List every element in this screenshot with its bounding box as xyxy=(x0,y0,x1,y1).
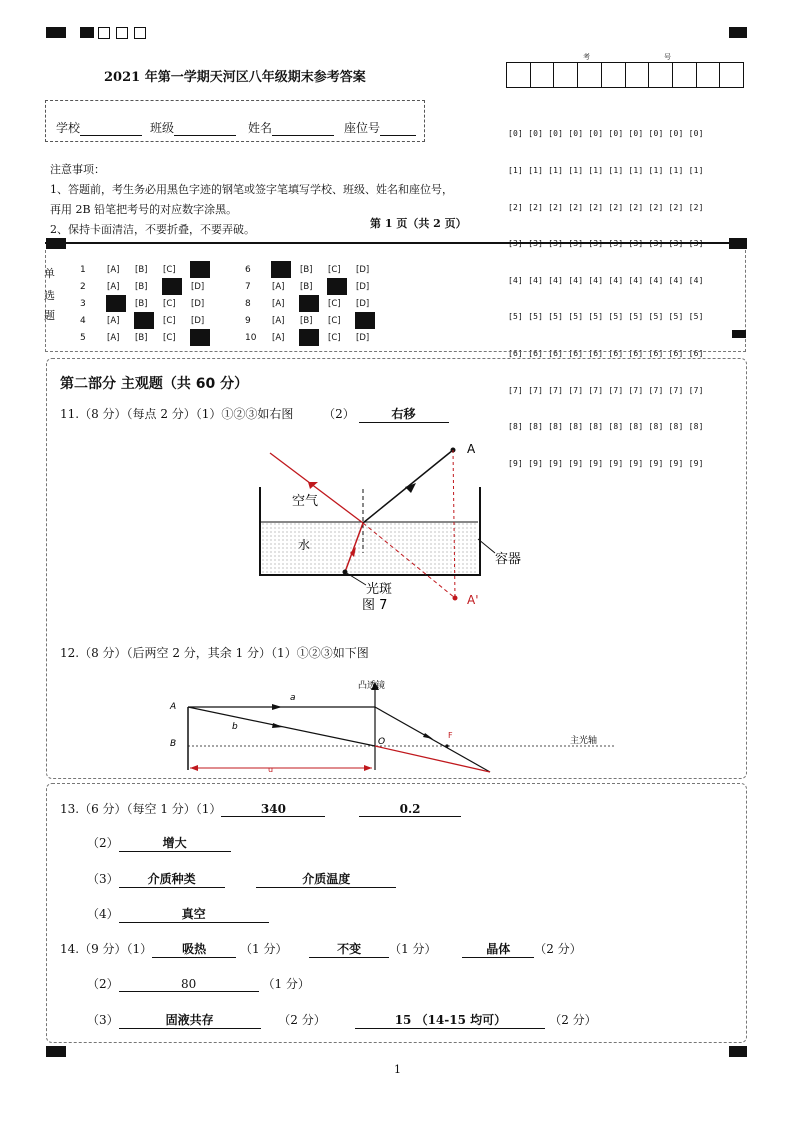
q14-answer-6: 15 （14-15 均可） xyxy=(355,1011,545,1029)
mc-filled-bubble-q10-B[interactable] xyxy=(299,329,319,346)
q14-score-4: （1 分） xyxy=(262,977,310,991)
label-A-prime: A' xyxy=(467,593,479,607)
question-14-line-2 xyxy=(87,975,310,992)
label-axis: 主光轴 xyxy=(570,736,598,746)
mc-option-q9-B[interactable]: [B] xyxy=(300,316,313,326)
q14-answer-3: 晶体 xyxy=(462,940,534,958)
mc-option-q9-C[interactable]: [C] xyxy=(328,316,341,326)
mc-filled-bubble-q6-A[interactable] xyxy=(271,261,291,278)
mc-question-number: 9 xyxy=(245,316,251,326)
q11-answer-2: 右移 xyxy=(359,405,449,423)
mc-option-q5-A[interactable]: [A] xyxy=(107,333,120,343)
q13-answer-6: 真空 xyxy=(119,905,269,923)
q14-prefix: 14.（9 分）（1） xyxy=(60,942,153,956)
question-12 xyxy=(60,644,369,661)
mc-question-number: 5 xyxy=(80,333,86,343)
q13-answer-2: 0.2 xyxy=(359,802,461,817)
q14-part2-label: （2） xyxy=(87,977,119,991)
mc-option-q8-D[interactable]: [D] xyxy=(356,299,370,309)
student-info-box xyxy=(45,100,425,142)
corner-mark-top-left xyxy=(46,27,66,38)
mc-filled-bubble-q3-A[interactable] xyxy=(106,295,126,312)
mc-filled-bubble-q4-B[interactable] xyxy=(134,312,154,329)
question-14-line-3 xyxy=(87,1011,597,1029)
mc-question-number: 7 xyxy=(245,282,251,292)
mc-option-q2-D[interactable]: [D] xyxy=(191,282,205,292)
mc-question-number: 2 xyxy=(80,282,86,292)
digit-row[interactable]: [7] [7] [7] [7] [7] [7] [7] [7] [7] [7] xyxy=(508,385,704,395)
mc-option-q5-C[interactable]: [C] xyxy=(163,333,176,343)
page-indicator: 第 1 页（共 2 页） xyxy=(370,217,467,230)
digit-row[interactable]: [6] [6] [6] [6] [6] [6] [6] [6] [6] [6] xyxy=(508,349,704,359)
label-a: a xyxy=(290,693,296,703)
q14-score-3: （2 分） xyxy=(534,942,582,956)
question-13-line-2 xyxy=(87,834,231,852)
label-water: 水 xyxy=(298,538,311,552)
mc-option-q6-B[interactable]: [B] xyxy=(300,265,313,275)
q14-score-5: （2 分） xyxy=(278,1013,326,1027)
mc-option-q10-C[interactable]: [C] xyxy=(328,333,341,343)
mc-option-q2-B[interactable]: [B] xyxy=(135,282,148,292)
corner-mark-bottom-left xyxy=(46,1046,66,1057)
instructions-heading: 注意事项： xyxy=(50,163,105,176)
mc-option-q9-A[interactable]: [A] xyxy=(272,316,285,326)
digit-row[interactable]: [8] [8] [8] [8] [8] [8] [8] [8] [8] [8] xyxy=(508,422,704,432)
label-b: b xyxy=(232,722,238,732)
class-field[interactable]: 班级 xyxy=(150,119,236,136)
section-label: 题 xyxy=(44,309,55,322)
mc-filled-bubble-q1-D[interactable] xyxy=(190,261,210,278)
exam-no-label: 号 xyxy=(664,53,671,61)
question-13-line-1 xyxy=(60,800,461,817)
digit-row[interactable]: [0] [0] [0] [0] [0] [0] [0] [0] [0] [0] xyxy=(508,129,704,139)
q13-answer-1: 340 xyxy=(221,802,325,817)
page-id-box xyxy=(116,27,128,39)
label-container: 容器 xyxy=(495,552,522,567)
mc-option-q1-C[interactable]: [C] xyxy=(163,265,176,275)
corner-mark xyxy=(46,238,66,249)
exam-number-grid[interactable] xyxy=(506,62,744,88)
mc-filled-bubble-q8-B[interactable] xyxy=(299,295,319,312)
q14-answer-5: 固液共存 xyxy=(119,1011,261,1029)
mc-option-q4-A[interactable]: [A] xyxy=(107,316,120,326)
arrow-icon xyxy=(364,765,372,771)
mc-option-q10-D[interactable]: [D] xyxy=(356,333,370,343)
mc-option-q7-B[interactable]: [B] xyxy=(300,282,313,292)
q11-part2-label: （2） xyxy=(323,407,355,421)
q14-answer-1: 吸热 xyxy=(152,940,236,958)
q14-score-2: （1 分） xyxy=(389,942,437,956)
label-light-spot: 光斑 xyxy=(366,582,393,597)
header-divider xyxy=(45,242,745,244)
mc-option-q7-D[interactable]: [D] xyxy=(356,282,370,292)
label-u: u xyxy=(268,765,274,774)
corner-mark xyxy=(729,238,747,249)
q14-part3-label: （3） xyxy=(87,1013,119,1027)
mc-question-number: 1 xyxy=(80,265,86,275)
instruction-line: 2、保持卡面清洁，不要折叠，不要弄破。 xyxy=(50,223,255,236)
mc-option-q7-A[interactable]: [A] xyxy=(272,282,285,292)
question-11 xyxy=(60,405,449,423)
mc-option-q10-A[interactable]: [A] xyxy=(272,333,285,343)
mc-question-number: 4 xyxy=(80,316,86,326)
mc-option-q8-A[interactable]: [A] xyxy=(272,299,285,309)
mc-option-q8-C[interactable]: [C] xyxy=(328,299,341,309)
page-id-box xyxy=(134,27,146,39)
ray-b-through-center xyxy=(375,746,490,772)
q13-part4-label: （4） xyxy=(87,907,119,921)
q14-score-6: （2 分） xyxy=(549,1013,597,1027)
label-F: F xyxy=(448,731,453,740)
mc-option-q2-A[interactable]: [A] xyxy=(107,282,120,292)
mc-filled-bubble-q7-C[interactable] xyxy=(327,278,347,295)
mc-option-q6-C[interactable]: [C] xyxy=(328,265,341,275)
section-label: 选 xyxy=(44,289,55,302)
instruction-line: 1、答题前，考生务必用黑色字迹的钢笔或签字笔填写学校、班级、姓名和座位号， xyxy=(50,183,453,196)
arrow-icon xyxy=(272,704,282,710)
mc-question-number: 10 xyxy=(245,333,257,343)
digit-row[interactable]: [2] [2] [2] [2] [2] [2] [2] [2] [2] [2] xyxy=(508,202,704,212)
digit-row[interactable]: [4] [4] [4] [4] [4] [4] [4] [4] [4] [4] xyxy=(508,275,704,285)
focus-point xyxy=(445,744,448,747)
question-14-line-1 xyxy=(60,940,582,958)
exam-no-label: 考 xyxy=(583,53,590,61)
mc-question-number: 3 xyxy=(80,299,86,309)
mc-option-q4-D[interactable]: [D] xyxy=(191,316,205,326)
q13-answer-3: 增大 xyxy=(119,834,231,852)
label-B: B xyxy=(170,739,177,749)
q14-answer-2: 不变 xyxy=(309,940,389,958)
label-A: A xyxy=(170,702,177,712)
name-field[interactable]: 姓名 xyxy=(248,119,334,136)
digit-row[interactable] xyxy=(508,238,704,250)
mc-option-q5-B[interactable]: [B] xyxy=(135,333,148,343)
exam-title: 2021 年第一学期天河区八年级期末参考答案 xyxy=(104,70,366,85)
arrow-icon xyxy=(423,733,433,739)
school-field[interactable]: 学校 xyxy=(56,119,142,136)
mc-option-q3-C[interactable]: [C] xyxy=(163,299,176,309)
figure-caption: 图 7 xyxy=(362,598,388,610)
mc-option-q1-A[interactable]: [A] xyxy=(107,265,120,275)
spot-pointer xyxy=(345,572,366,585)
digit-row[interactable]: [9] [9] [9] [9] [9] [9] [9] [9] [9] [9] xyxy=(508,458,704,468)
instruction-line: 再用 2B 铅笔把考号的对应数字涂黑。 xyxy=(50,203,238,216)
label-lens: 凸透镜 xyxy=(358,681,386,691)
mc-option-q6-D[interactable]: [D] xyxy=(356,265,370,275)
question-13-line-4 xyxy=(87,905,269,923)
q12-prefix: 12.（8 分）（后两空 2 分，其余 1 分）（1）①②③如下图 xyxy=(60,646,369,660)
q13-answer-5: 介质温度 xyxy=(256,870,396,888)
mc-filled-bubble-q2-C[interactable] xyxy=(162,278,182,295)
digit-row[interactable]: [1] [1] [1] [1] [1] [1] [1] [1] [1] [1] xyxy=(508,166,704,176)
mc-option-q4-C[interactable]: [C] xyxy=(163,316,176,326)
page-number: 1 xyxy=(394,1063,401,1076)
mc-filled-bubble-q9-D[interactable] xyxy=(355,312,375,329)
corner-mark-top-right xyxy=(729,27,747,38)
corner-mark xyxy=(732,330,746,338)
q13-prefix: 13.（6 分）（每空 1 分）（1） xyxy=(60,802,222,816)
label-O: O xyxy=(378,737,386,747)
arrow-icon xyxy=(272,723,283,728)
reflected-ray xyxy=(270,453,363,523)
q14-answer-4: 80 xyxy=(119,977,259,992)
mc-option-q3-D[interactable]: [D] xyxy=(191,299,205,309)
q11-prefix: 11.（8 分）（每点 2 分）（1）①②③如右图 xyxy=(60,407,294,421)
mc-question-number: 6 xyxy=(245,265,251,275)
page-id-box xyxy=(98,27,110,39)
mc-question-number: 8 xyxy=(245,299,251,309)
mc-filled-bubble-q5-D[interactable] xyxy=(190,329,210,346)
q14-score-1: （1 分） xyxy=(240,942,288,956)
label-A: A xyxy=(467,442,476,456)
water-region xyxy=(261,522,478,573)
page-id-mark xyxy=(80,27,94,38)
ray-a-refracted xyxy=(375,707,490,772)
figure-7-refraction xyxy=(250,435,540,610)
digit-row[interactable]: [5] [5] [5] [5] [5] [5] [5] [5] [5] [5] xyxy=(508,312,704,322)
figure-lens xyxy=(160,676,620,776)
corner-mark-bottom-right xyxy=(729,1046,747,1057)
section-label: 单 xyxy=(44,267,55,280)
q13-answer-4: 介质种类 xyxy=(119,870,225,888)
arrow-icon xyxy=(190,765,198,771)
q13-part2-label: （2） xyxy=(87,836,119,850)
mc-option-q1-B[interactable]: [B] xyxy=(135,265,148,275)
question-13-line-3 xyxy=(87,870,396,888)
single-choice-section xyxy=(45,250,746,352)
section-title: 第二部分 主观题（共 60 分） xyxy=(60,376,249,392)
seat-field[interactable]: 座位号 xyxy=(344,119,416,136)
mc-option-q3-B[interactable]: [B] xyxy=(135,299,148,309)
q13-part3-label: （3） xyxy=(87,872,119,886)
label-air: 空气 xyxy=(292,494,319,509)
